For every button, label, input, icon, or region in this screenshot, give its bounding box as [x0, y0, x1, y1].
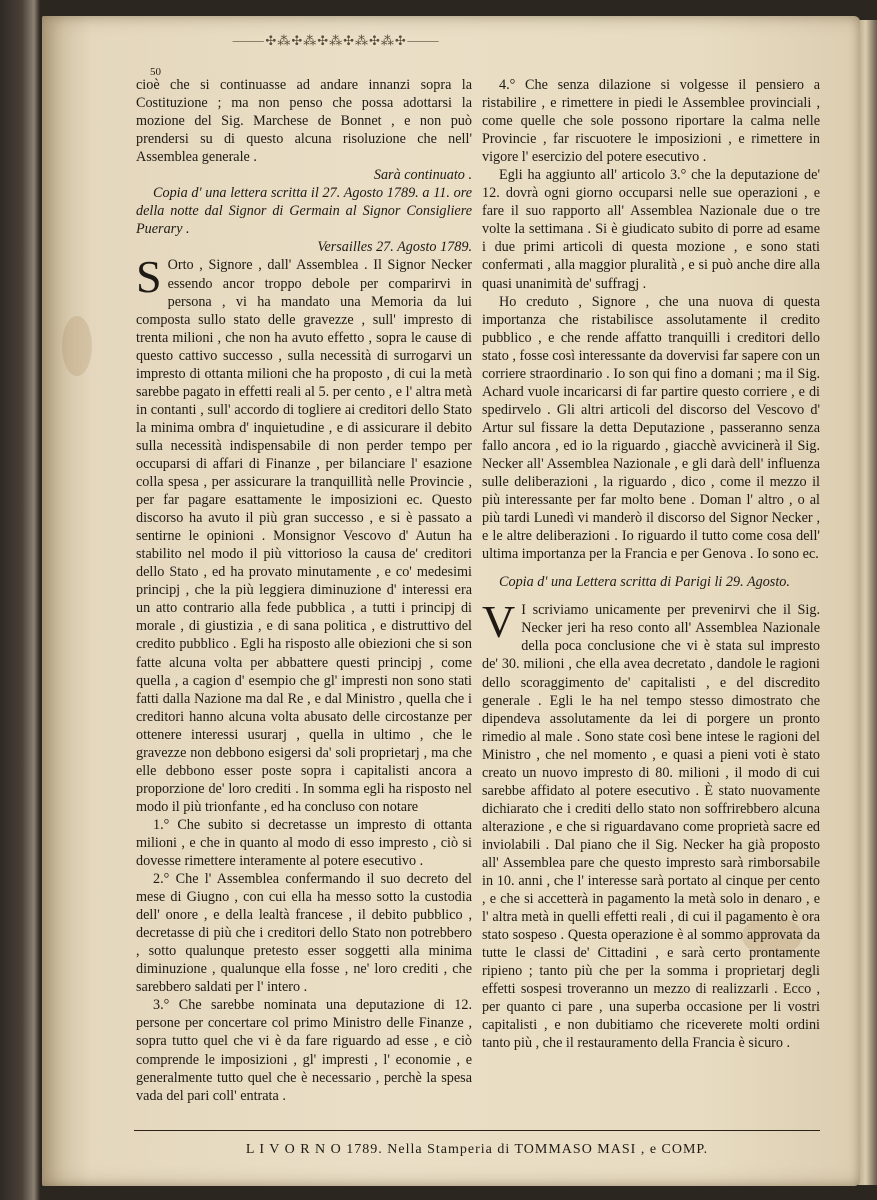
letter1-dropcap: S — [136, 251, 162, 303]
list-item-2: 2.° Che l' Assemblea confermando il suo decreto del mese di Giugno , con cui ella ha messo sotto la custodia dell' onore , e della lealtà francese , il debito pubblico , decretasse di più che i creditori dello Stato non potrebbero , sotto qualunque pretesto esser soggetti alla minima diminuzione , qualunque ella fosse , ne' loro crediti , che sarebbero saldati per l' intero . — [136, 871, 472, 996]
list-item-1: 1.° Che subito si decretasse un impresto di ottanta milioni , e che in quanto al modo di esso impresto , ciò si dovesse rimettere interamente al potere esecutivo . — [136, 816, 472, 870]
left-column — [136, 76, 472, 1105]
header-ornament: ⸻✣⁂✣⁂✣⁂✣⁂✣⁂✣⸻ — [232, 33, 441, 48]
letter1-body: Orto , Signore , dall' Assemblea . Il Signor Necker essendo ancor troppo debole per comparirvi in persona , vi ha mandato una Memoria da lui composta sullo stato delle gravezze , sull' impresto di trenta milioni , che non ha avuto effetto , sopra le cause di questo cattivo successo , sulla necessità di surrogarvi un impresto di ottanta milioni che ha proposto , di cui la metà sarebbe pagato in effetti reali al 5. per cento , e l' altra metà in contanti , sull' accordo di togliere ai creditori dello Stato la minima ombra d' inquietudine , e di assicurare il debito sulla necessità indispensabile di non perder tempo per occuparsi di affari di Finanze , per bilanciare l' esazione colla spesa , per assicurare la tranquillità nelle Provincie , per far pagare esattamente le imposizioni ec. Questo discorso ha avuto il più gran successo , e si è passato a sentirne le opinioni . Monsignor Vescovo d' Autun ha stabilito nel modo il più vittorioso la causa de' creditori dello Stato , ed ha provato minutamente , e co' medesimi principj , che la più leggiera diminuzione d' interessi era un atto contrario alla fede pubblica , a tutti i principj di morale , di giustizia , e di sana politica , e distruttivo del credito pubblico . Egli ha risposto alle obiezioni che si son fatte alcuna volta per abbattere questi principj , come quella , a cagion d' esempio che gl' impresti non sono stati fatti dalla Nazione ma dal Re , e dal Ministro , quella che i creditori hanno alcuna volta abusato delle circostanze per ottenere interessi usurarj , quella in ultimo , che le gravezze non debbono esigersi da' soli proprietarj , ma che elle debbono esser poste sopra i capitalisti ancora a proporzione de' loro crediti . In somma egli ha risposto nel modo il più trionfante , ed ha concluso con notare — [136, 257, 472, 815]
paper-stain — [62, 316, 92, 376]
page-edge — [858, 20, 877, 1185]
letter2-body: I scriviamo unicamente per prevenirvi che il Sig. Necker jeri ha reso conto all' Assemblea Nazionale della poca conclusione che vi è stata sul impresto de' 30. milioni , che ella avea decretato , dandole le ragioni dello scoraggimento de' capitalisti , e del discredito generale . Egli le ha nel tempo stesso dimostrato che dipendeva assolutamente da lei di porgere un pronto rimedio al male . Sono state così bene intese le ragioni del Ministro , che nel momento , e quasi a pieni voti è stato creato un nuovo impresto di 80. milioni , il modo di cui sarebbe affidato al potere esecutivo . È stato nuovamente dichiarato che i crediti dello stato non soffrirebbero alcuna alterazione , e che si riguardavano come proprietà sacre ed inviolabili . Dal piano che il Sig. Necker ha già proposto all' Assemblea pare che questo impresto sarà rimborsabile in 10. anni , che l' interesse sarà portato al cinque per cento , e che si accetterà in pagamento la metà solo in denaro , e l' altra metà in quelli effetti reali , di cui il pagamento è ora stato sospeso . Questa operazione è al sommo approvata da tutte le classi de' Cittadini , e sarà certo prontamente ripieno ; tanto più che per la somma i proprietarj degli effetti sospesi troveranno un mezzo di realizzarli . Ecco , per quanto ci pare , una superba occasione per li vostri capitalisti , e non dubitiamo che riceverete molti ordini tanto più , che il restauramento della Francia è sicuro . — [482, 602, 820, 1052]
letter1-body-paragraph — [136, 251, 472, 815]
footer-rule — [134, 1130, 820, 1131]
paragraph-article-3: Egli ha aggiunto all' articolo 3.° che la deputazione de' 12. dovrà ogni giorno occuparsi nelle sue operazioni , e fare il suo rapporto all' Assemblea Nazionale due o tre volte la settimana . Si è giudicato subito di porre ad esame i due primi articoli di questa mozione , e sono stati confermati , alla maggior pluralità , e si può anche dire alla quasi unanimità de' suffragj . — [482, 167, 820, 292]
letter2-dropcap: V — [482, 596, 516, 648]
printer-imprint: L I V O R N O 1789. Nella Stamperia di TOMMASO MASI , e COMP. — [245, 1142, 709, 1157]
letter2-heading: Copia d' una Lettera scritta di Parigi li 29. Agosto. — [499, 574, 790, 591]
continuation-text: cioè che si continuasse ad andare innanzi sopra la Costituzione ; ma non penso che possa adottarsi la mozione del Sig. Marchese de Bonnet , e non può prendersi su di questo alcuna risoluzione che nell' Assemblea generale . — [136, 77, 472, 166]
page-number: 50 — [150, 66, 161, 78]
list-item-4: 4.° Che senza dilazione si volgesse il pensiero a ristabilire , e rimettere in piedi le Assemblee provinciali , come quelle che sole possono riportare la calma nelle Provincie , far riscuotere le imposizioni , e rimettere in vigore l' esercizio del potere esecutivo . — [482, 77, 820, 166]
continuation-signoff: Sarà continuato . — [373, 167, 472, 184]
letter2-body-paragraph — [482, 596, 820, 1052]
letter1-place-date: Versailles 27. Agosto 1789. — [317, 239, 472, 256]
letter1-heading: Copia d' una lettera scritta il 27. Agosto 1789. a 11. ore della notte dal Signor di Germain al Signor Consigliere Puerary . — [136, 185, 472, 238]
right-column — [482, 76, 820, 1052]
list-item-3: 3.° Che sarebbe nominata una deputazione di 12. persone per concertare col primo Ministro delle Finanze , sopra tutto quel che vi è da fare riguardo ad esse , e ciò comprende le imposizioni , gl' impresti , l' economie , e generalmente tutto quel che è necessario , perchè la spesa vada del pari coll' entrata . — [136, 997, 472, 1104]
paragraph-courier: Ho creduto , Signore , che una nuova di questa importanza che ristabilisce assolutamente il credito pubblico , e che rende affatto tranquilli i creditori dello stato , fosse così interessante da dovervisi far sapere con un corriere straordinario . Io son qui fino a domani ; ma il Sig. Achard vuole incaricarsi di far partire questo corriere , e di spedirvelo . Gli altri articoli del discorso del Vescovo d' Artur sul fissare la detta Deputazione , passeranno senza fallo ancora , ed io la riguardo , giacchè avvicinerà il Sig. Necker all' Assemblea Nazionale , e gli darà dell' influenza sulle deliberazioni , la riguardo , dico , come il mezzo il più interessante per far molto bene . Doman l' altro , o al più tardi Lunedì vi manderò il discorso del Signor Necker , e le altre deliberazioni . Io riguardo il tutto come cosa dell' ultima importanza per la Francia e per Genova . Io sono ec. — [482, 293, 820, 563]
